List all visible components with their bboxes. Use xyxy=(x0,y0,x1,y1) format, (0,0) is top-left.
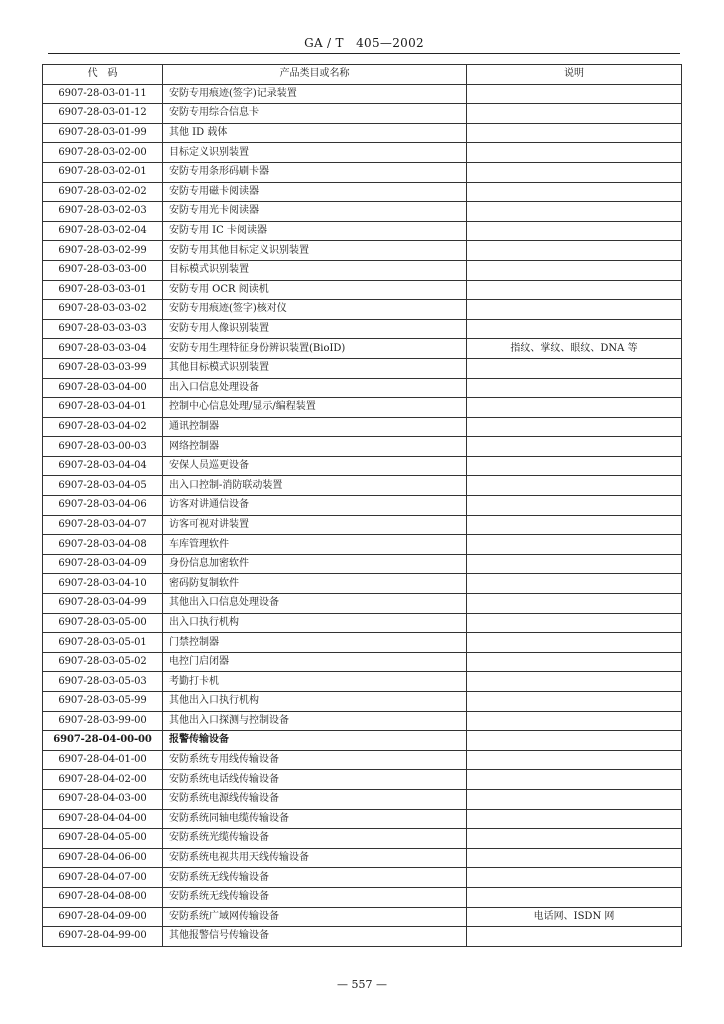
note-cell xyxy=(467,868,682,888)
table-row xyxy=(43,809,682,829)
table-row xyxy=(43,84,682,104)
note-cell xyxy=(467,554,682,574)
table-row xyxy=(43,456,682,476)
name-cell: 其他出入口探测与控制设备 xyxy=(163,711,467,731)
name-cell: 安防系统专用线传输设备 xyxy=(163,750,467,770)
table-row xyxy=(43,848,682,868)
note-cell xyxy=(467,260,682,280)
table-row xyxy=(43,202,682,222)
name-cell: 安保人员巡更设备 xyxy=(163,456,467,476)
code-cell: 6907-28-03-01-99 xyxy=(43,123,163,143)
code-cell: 6907-28-03-00-03 xyxy=(43,437,163,457)
name-cell: 控制中心信息处理/显示/编程装置 xyxy=(163,398,467,418)
column-header-code: 代 码 xyxy=(43,65,163,85)
code-cell: 6907-28-04-06-00 xyxy=(43,848,163,868)
table-row xyxy=(43,417,682,437)
name-cell: 车库管理软件 xyxy=(163,535,467,555)
name-cell: 安防系统电视共用天线传输设备 xyxy=(163,848,467,868)
note-cell xyxy=(467,770,682,790)
note-cell xyxy=(467,613,682,633)
note-cell xyxy=(467,241,682,261)
note-cell xyxy=(467,750,682,770)
name-cell: 通讯控制器 xyxy=(163,417,467,437)
note-cell: 指纹、掌纹、眼纹、DNA 等 xyxy=(467,339,682,359)
name-cell: 安防专用条形码刷卡器 xyxy=(163,162,467,182)
table-row xyxy=(43,711,682,731)
table-row xyxy=(43,476,682,496)
product-code-table xyxy=(42,64,682,947)
note-cell xyxy=(467,84,682,104)
name-cell: 安防系统同轴电缆传输设备 xyxy=(163,809,467,829)
code-cell: 6907-28-04-09-00 xyxy=(43,907,163,927)
table-row xyxy=(43,358,682,378)
table-row xyxy=(43,143,682,163)
name-cell: 安防专用其他目标定义识别装置 xyxy=(163,241,467,261)
name-cell: 安防专用综合信息卡 xyxy=(163,104,467,124)
name-cell: 电控门启闭器 xyxy=(163,652,467,672)
note-cell xyxy=(467,809,682,829)
name-cell: 出入口执行机构 xyxy=(163,613,467,633)
code-cell: 6907-28-03-02-03 xyxy=(43,202,163,222)
note-cell xyxy=(467,280,682,300)
code-cell: 6907-28-03-99-00 xyxy=(43,711,163,731)
table-row xyxy=(43,300,682,320)
name-cell: 密码防复制软件 xyxy=(163,574,467,594)
note-cell xyxy=(467,476,682,496)
table-row xyxy=(43,515,682,535)
note-cell xyxy=(467,692,682,712)
name-cell: 安防专用 OCR 阅读机 xyxy=(163,280,467,300)
name-cell: 其他报警信号传输设备 xyxy=(163,927,467,947)
note-cell xyxy=(467,456,682,476)
table-row xyxy=(43,339,682,359)
table-row xyxy=(43,672,682,692)
note-cell xyxy=(467,672,682,692)
note-cell xyxy=(467,711,682,731)
name-cell: 安防系统光缆传输设备 xyxy=(163,829,467,849)
table-row xyxy=(43,260,682,280)
table-row xyxy=(43,750,682,770)
code-cell: 6907-28-04-02-00 xyxy=(43,770,163,790)
table-row xyxy=(43,378,682,398)
table-row xyxy=(43,907,682,927)
name-cell: 安防专用痕迹(签字)记录装置 xyxy=(163,84,467,104)
name-cell: 安防专用痕迹(签字)核对仪 xyxy=(163,300,467,320)
name-cell: 其他出入口信息处理设备 xyxy=(163,594,467,614)
name-cell: 安防专用生理特征身份辨识装置(BioID) xyxy=(163,339,467,359)
code-cell: 6907-28-04-04-00 xyxy=(43,809,163,829)
code-cell: 6907-28-03-02-02 xyxy=(43,182,163,202)
name-cell: 访客可视对讲装置 xyxy=(163,515,467,535)
column-header-note: 说明 xyxy=(467,65,682,85)
table-row xyxy=(43,496,682,516)
table-row xyxy=(43,319,682,339)
code-cell: 6907-28-03-01-11 xyxy=(43,84,163,104)
table-row xyxy=(43,829,682,849)
code-cell: 6907-28-04-07-00 xyxy=(43,868,163,888)
table-row xyxy=(43,437,682,457)
header-rule xyxy=(48,53,680,54)
note-cell xyxy=(467,221,682,241)
note-cell xyxy=(467,437,682,457)
code-cell: 6907-28-03-05-02 xyxy=(43,652,163,672)
table-row xyxy=(43,574,682,594)
code-cell: 6907-28-03-02-99 xyxy=(43,241,163,261)
table-row xyxy=(43,633,682,653)
column-header-name: 产品类目或名称 xyxy=(163,65,467,85)
table-row xyxy=(43,162,682,182)
name-cell: 安防系统电话线传输设备 xyxy=(163,770,467,790)
name-cell: 网络控制器 xyxy=(163,437,467,457)
note-cell xyxy=(467,887,682,907)
name-cell: 目标定义识别装置 xyxy=(163,143,467,163)
note-cell xyxy=(467,417,682,437)
code-cell: 6907-28-03-04-09 xyxy=(43,554,163,574)
note-cell xyxy=(467,104,682,124)
note-cell xyxy=(467,202,682,222)
code-cell: 6907-28-03-04-08 xyxy=(43,535,163,555)
name-cell: 安防系统广域网传输设备 xyxy=(163,907,467,927)
note-cell xyxy=(467,378,682,398)
note-cell xyxy=(467,633,682,653)
code-cell: 6907-28-03-05-03 xyxy=(43,672,163,692)
table-row xyxy=(43,770,682,790)
note-cell xyxy=(467,594,682,614)
table-row xyxy=(43,887,682,907)
code-cell: 6907-28-03-04-05 xyxy=(43,476,163,496)
page-number: — 557 — xyxy=(337,978,387,991)
code-cell: 6907-28-03-04-99 xyxy=(43,594,163,614)
code-cell: 6907-28-03-04-06 xyxy=(43,496,163,516)
code-cell: 6907-28-04-08-00 xyxy=(43,887,163,907)
note-cell: 电话网、ISDN 网 xyxy=(467,907,682,927)
name-cell: 安防系统无线传输设备 xyxy=(163,868,467,888)
page-header: GA / T 405—2002 xyxy=(304,36,424,50)
note-cell xyxy=(467,789,682,809)
name-cell: 安防专用光卡阅读器 xyxy=(163,202,467,222)
code-cell: 6907-28-03-02-00 xyxy=(43,143,163,163)
note-cell xyxy=(467,358,682,378)
name-cell: 安防专用磁卡阅读器 xyxy=(163,182,467,202)
table-row xyxy=(43,927,682,947)
note-cell xyxy=(467,319,682,339)
note-cell xyxy=(467,848,682,868)
table-row xyxy=(43,789,682,809)
note-cell xyxy=(467,515,682,535)
table-row xyxy=(43,868,682,888)
name-cell: 报警传输设备 xyxy=(163,731,467,751)
code-cell: 6907-28-04-99-00 xyxy=(43,927,163,947)
note-cell xyxy=(467,162,682,182)
table-row xyxy=(43,535,682,555)
name-cell: 安防专用 IC 卡阅读器 xyxy=(163,221,467,241)
table-row xyxy=(43,692,682,712)
name-cell: 考勤打卡机 xyxy=(163,672,467,692)
table-row xyxy=(43,594,682,614)
code-cell: 6907-28-04-01-00 xyxy=(43,750,163,770)
note-cell xyxy=(467,535,682,555)
name-cell: 安防专用人像识别装置 xyxy=(163,319,467,339)
table-row xyxy=(43,731,682,751)
code-cell: 6907-28-03-03-00 xyxy=(43,260,163,280)
name-cell: 访客对讲通信设备 xyxy=(163,496,467,516)
code-cell: 6907-28-03-01-12 xyxy=(43,104,163,124)
note-cell xyxy=(467,398,682,418)
note-cell xyxy=(467,496,682,516)
name-cell: 门禁控制器 xyxy=(163,633,467,653)
code-cell: 6907-28-03-04-01 xyxy=(43,398,163,418)
table-header-row xyxy=(43,65,682,85)
table-row xyxy=(43,652,682,672)
name-cell: 目标模式识别装置 xyxy=(163,260,467,280)
name-cell: 安防系统无线传输设备 xyxy=(163,887,467,907)
code-cell: 6907-28-03-02-04 xyxy=(43,221,163,241)
code-cell: 6907-28-03-03-04 xyxy=(43,339,163,359)
table-row xyxy=(43,221,682,241)
note-cell xyxy=(467,652,682,672)
table-row xyxy=(43,182,682,202)
note-cell xyxy=(467,829,682,849)
name-cell: 其他出入口执行机构 xyxy=(163,692,467,712)
code-cell: 6907-28-03-03-02 xyxy=(43,300,163,320)
code-cell: 6907-28-03-02-01 xyxy=(43,162,163,182)
note-cell xyxy=(467,731,682,751)
name-cell: 身份信息加密软件 xyxy=(163,554,467,574)
code-cell: 6907-28-04-00-00 xyxy=(43,731,163,751)
name-cell: 其他 ID 载体 xyxy=(163,123,467,143)
table-row xyxy=(43,398,682,418)
code-cell: 6907-28-04-05-00 xyxy=(43,829,163,849)
name-cell: 其他目标模式识别装置 xyxy=(163,358,467,378)
code-cell: 6907-28-03-04-10 xyxy=(43,574,163,594)
code-cell: 6907-28-03-04-07 xyxy=(43,515,163,535)
name-cell: 安防系统电源线传输设备 xyxy=(163,789,467,809)
code-cell: 6907-28-03-05-99 xyxy=(43,692,163,712)
note-cell xyxy=(467,182,682,202)
code-cell: 6907-28-03-05-00 xyxy=(43,613,163,633)
note-cell xyxy=(467,927,682,947)
code-cell: 6907-28-03-03-01 xyxy=(43,280,163,300)
code-cell: 6907-28-03-04-02 xyxy=(43,417,163,437)
table-row xyxy=(43,104,682,124)
table-row xyxy=(43,241,682,261)
code-cell: 6907-28-03-05-01 xyxy=(43,633,163,653)
code-cell: 6907-28-03-04-00 xyxy=(43,378,163,398)
code-cell: 6907-28-03-03-03 xyxy=(43,319,163,339)
table-row xyxy=(43,554,682,574)
name-cell: 出入口控制-消防联动装置 xyxy=(163,476,467,496)
code-cell: 6907-28-03-03-99 xyxy=(43,358,163,378)
code-cell: 6907-28-04-03-00 xyxy=(43,789,163,809)
table-row xyxy=(43,123,682,143)
table-row xyxy=(43,613,682,633)
note-cell xyxy=(467,143,682,163)
note-cell xyxy=(467,123,682,143)
table-row xyxy=(43,280,682,300)
note-cell xyxy=(467,574,682,594)
code-cell: 6907-28-03-04-04 xyxy=(43,456,163,476)
note-cell xyxy=(467,300,682,320)
name-cell: 出入口信息处理设备 xyxy=(163,378,467,398)
